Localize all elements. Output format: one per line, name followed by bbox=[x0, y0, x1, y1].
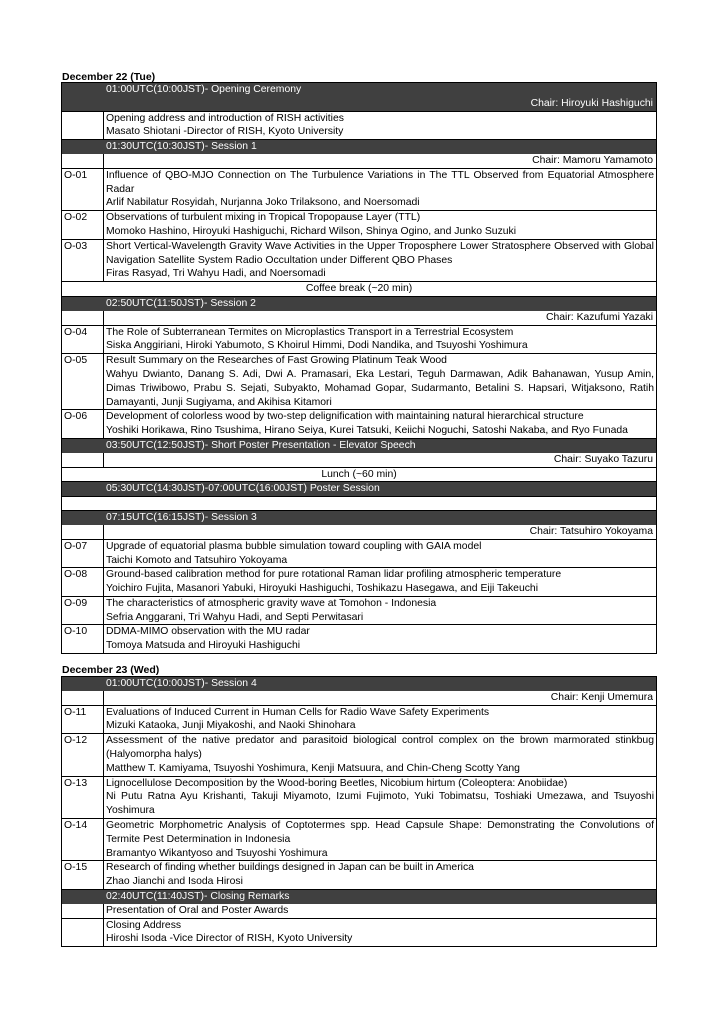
session-number-cell bbox=[62, 83, 104, 97]
talk-title: The Role of Subterranean Termites on Microplastics Transport in a Terrestrial Ecosystem bbox=[106, 326, 514, 338]
closing-remarks-header bbox=[62, 889, 656, 904]
talk-number: O-15 bbox=[62, 861, 104, 889]
closing-address-label: Closing Address bbox=[106, 919, 182, 931]
chair-label: Chair: Kazufumi Yazaki bbox=[545, 311, 653, 323]
short-poster-chair-row bbox=[62, 453, 656, 467]
short-poster-header bbox=[62, 438, 656, 453]
talk-title: The characteristics of atmospheric gravity wave at Tomohon - Indonesia bbox=[106, 597, 437, 609]
session-time-label: 03:50UTC(12:50JST)- Short Poster Presentation - Elevator Speech bbox=[106, 439, 416, 451]
talk-number: O-05 bbox=[62, 354, 104, 409]
session-time-label: 05:30UTC(14:30JST)-07:00UTC(16:00JST) Poster Session bbox=[106, 483, 380, 495]
talk-authors: Bramantyo Wikantyoso and Tsuyoshi Yoshimura bbox=[106, 847, 328, 859]
session-1-header bbox=[62, 139, 656, 154]
day-1-schedule-table bbox=[61, 82, 657, 654]
talk-authors: Yoichiro Fujita, Masanori Yabuki, Hiroyuki Hashiguchi, Toshikazu Hasegawa, and Eiji Takeuchi bbox=[106, 583, 539, 595]
talk-row bbox=[62, 168, 656, 210]
session-4-chair-row bbox=[62, 691, 656, 705]
talk-number: O-04 bbox=[62, 326, 104, 354]
opening-item-row bbox=[62, 111, 656, 140]
lunch-row bbox=[62, 467, 656, 482]
chair-label: Chair: Suyako Tazuru bbox=[553, 453, 653, 465]
talk-row bbox=[62, 733, 656, 775]
session-3-chair-row bbox=[62, 525, 656, 539]
talk-authors: Sefria Anggarani, Tri Wahyu Hadi, and Septi Perwitasari bbox=[106, 611, 364, 623]
talk-title: Observations of turbulent mixing in Tropical Tropopause Layer (TTL) bbox=[106, 212, 421, 224]
talk-authors: Taichi Komoto and Tatsuhiro Yokoyama bbox=[106, 554, 288, 566]
closing-address-row bbox=[62, 918, 656, 947]
talk-row bbox=[62, 325, 656, 354]
session-time-label: 02:40UTC(11:40JST)- Closing Remarks bbox=[106, 890, 290, 902]
session-time-label: 01:30UTC(10:30JST)- Session 1 bbox=[106, 141, 257, 153]
talk-number: O-12 bbox=[62, 734, 104, 775]
talk-number: O-06 bbox=[62, 410, 104, 438]
talk-row bbox=[62, 409, 656, 438]
talk-number: O-11 bbox=[62, 706, 104, 734]
talk-row bbox=[62, 539, 656, 568]
talk-number: O-13 bbox=[62, 777, 104, 818]
talk-authors: Matthew T. Kamiyama, Tsuyoshi Yoshimura, Kenji Matsuura, and Chin-Cheng Scotty Yang bbox=[106, 762, 520, 774]
talk-title: Assessment of the native predator and parasitoid biological control complex on the brown marmorated stinkbug (Halyomorpha halys) bbox=[106, 735, 654, 760]
session-1-chair-row bbox=[62, 154, 656, 168]
talk-title: Geometric Morphometric Analysis of Coptotermes spp. Head Capsule Shape: Demonstrating the Convolutions of Termite Pest Determination in Indonesia bbox=[106, 819, 654, 845]
talk-row bbox=[62, 860, 656, 889]
talk-authors: Siska Anggiriani, Hiroki Yabumoto, S Khoirul Himmi, Dodi Nandika, and Tsuyoshi Yoshimura bbox=[106, 340, 528, 352]
talk-row bbox=[62, 705, 656, 734]
talk-authors: Arlif Nabilatur Rosyidah, Nurjanna Joko Trilaksono, and Noersomadi bbox=[106, 197, 420, 209]
talk-number: O-03 bbox=[62, 240, 104, 281]
talk-title: Research of finding whether buildings designed in Japan can be built in America bbox=[106, 862, 474, 874]
session-4-header bbox=[62, 677, 656, 691]
session-3-header bbox=[62, 510, 656, 525]
talk-number: O-14 bbox=[62, 819, 104, 860]
session-2-chair-row bbox=[62, 311, 656, 325]
talk-authors: Momoko Hashino, Hiroyuki Hashiguchi, Richard Wilson, Shinya Ogino, and Junko Suzuki bbox=[106, 225, 517, 237]
talk-authors: Wahyu Dwianto, Danang S. Adi, Dwi A. Pramasari, Eka Lestari, Teguh Darmawan, Adik Bahanawan, Yusup Amin, Dimas Triwibowo, Prabu S. Sejati, Subyakto, Mohamad Gopar, Sudarmanto, Betalini S. Hapsari, Witjaksono, Ratih Damayanti, Junji Sugiyama, and Akihisa Kitamori bbox=[106, 368, 654, 408]
talk-authors: Firas Rasyad, Tri Wahyu Hadi, and Noersomadi bbox=[106, 268, 326, 280]
item-author: Masato Shiotani -Director of RISH, Kyoto University bbox=[106, 126, 344, 138]
chair-label: Chair: Tatsuhiro Yokoyama bbox=[529, 525, 653, 537]
opening-session-header bbox=[62, 83, 656, 97]
day-2-title: December 23 (Wed) bbox=[62, 664, 160, 676]
opening-chair-row bbox=[62, 97, 656, 111]
talk-number: O-08 bbox=[62, 568, 104, 596]
talk-authors: Mizuki Kataoka, Junji Miyakoshi, and Naoki Shinohara bbox=[106, 720, 356, 732]
spacer-row bbox=[62, 496, 656, 510]
talk-authors: Yoshiki Horikawa, Rino Tsushima, Hirano Seiya, Kurei Tatsuki, Keiichi Noguchi, Satoshi Nakaba, and Ryo Funada bbox=[106, 425, 628, 437]
talk-row bbox=[62, 818, 656, 860]
talk-number: O-01 bbox=[62, 169, 104, 210]
talk-row bbox=[62, 624, 656, 653]
lunch-label: Lunch (~60 min) bbox=[321, 468, 397, 480]
talk-title: Evaluations of Induced Current in Human Cells for Radio Wave Safety Experiments bbox=[106, 706, 490, 718]
talk-number: O-07 bbox=[62, 540, 104, 568]
talk-authors: Tomoya Matsuda and Hiroyuki Hashiguchi bbox=[106, 640, 301, 652]
session-time-label: 01:00UTC(10:00JST)- Opening Ceremony bbox=[106, 84, 302, 95]
coffee-break-row bbox=[62, 281, 656, 296]
talk-number: O-10 bbox=[62, 625, 104, 653]
talk-title: Lignocellulose Decomposition by the Wood-boring Beetles, Nicobium hirtum (Coleoptera: Anobiidae) bbox=[106, 777, 568, 789]
talk-row bbox=[62, 567, 656, 596]
talk-title: DDMA-MIMO observation with the MU radar bbox=[106, 626, 310, 638]
talk-title: Short Vertical-Wavelength Gravity Wave Activities in the Upper Troposphere Lower Stratosphere Observed with Global Navigation Satellite System Radio Occultation under Different QBO Phases bbox=[106, 240, 654, 266]
talk-number: O-02 bbox=[62, 211, 104, 239]
talk-authors: Ni Putu Ratna Ayu Krishanti, Takuji Miyamoto, Izumi Fujimoto, Yuki Tobimatsu, Toshiaki Umezawa, and Tsuyoshi Yoshimura bbox=[106, 791, 654, 817]
session-time-label: 02:50UTC(11:50JST)- Session 2 bbox=[106, 297, 256, 309]
session-2-header bbox=[62, 296, 656, 311]
chair-label: Chair: Mamoru Yamamoto bbox=[532, 154, 653, 166]
chair-label: Chair: Hiroyuki Hashiguchi bbox=[530, 97, 653, 109]
closing-address-speaker: Hiroshi Isoda -Vice Director of RISH, Kyoto University bbox=[106, 933, 353, 945]
talk-title: Upgrade of equatorial plasma bubble simulation toward coupling with GAIA model bbox=[106, 540, 482, 552]
day-2-schedule-table bbox=[61, 676, 657, 947]
poster-session-header bbox=[62, 481, 656, 496]
talk-row bbox=[62, 353, 656, 409]
session-time-label: 01:00UTC(10:00JST)- Session 4 bbox=[106, 678, 257, 689]
talk-title: Ground-based calibration method for pure rotational Raman lidar profiling atmospheric temperature bbox=[106, 569, 562, 581]
talk-number: O-09 bbox=[62, 597, 104, 625]
talk-title: Influence of QBO-MJO Connection on The Turbulence Variations in The TTL Observed from Equatorial Atmosphere Radar bbox=[106, 169, 654, 195]
talk-authors: Zhao Jianchi and Isoda Hirosi bbox=[106, 876, 243, 888]
day-1-title: December 22 (Tue) bbox=[62, 71, 156, 83]
talk-row bbox=[62, 210, 656, 239]
talk-title: Development of colorless wood by two-step delignification with maintaining natural hierarchical structure bbox=[106, 411, 584, 423]
item-title: Opening address and introduction of RISH activities bbox=[106, 112, 344, 124]
coffee-break-label: Coffee break (~20 min) bbox=[305, 283, 413, 295]
award-row bbox=[62, 904, 656, 918]
talk-row bbox=[62, 776, 656, 818]
chair-label: Chair: Kenji Umemura bbox=[550, 691, 653, 703]
session-time-label: 07:15UTC(16:15JST)- Session 3 bbox=[106, 512, 257, 524]
talk-row bbox=[62, 596, 656, 625]
talk-row bbox=[62, 239, 656, 281]
talk-title: Result Summary on the Researches of Fast Growing Platinum Teak Wood bbox=[106, 355, 447, 367]
award-label: Presentation of Oral and Poster Awards bbox=[106, 904, 289, 916]
